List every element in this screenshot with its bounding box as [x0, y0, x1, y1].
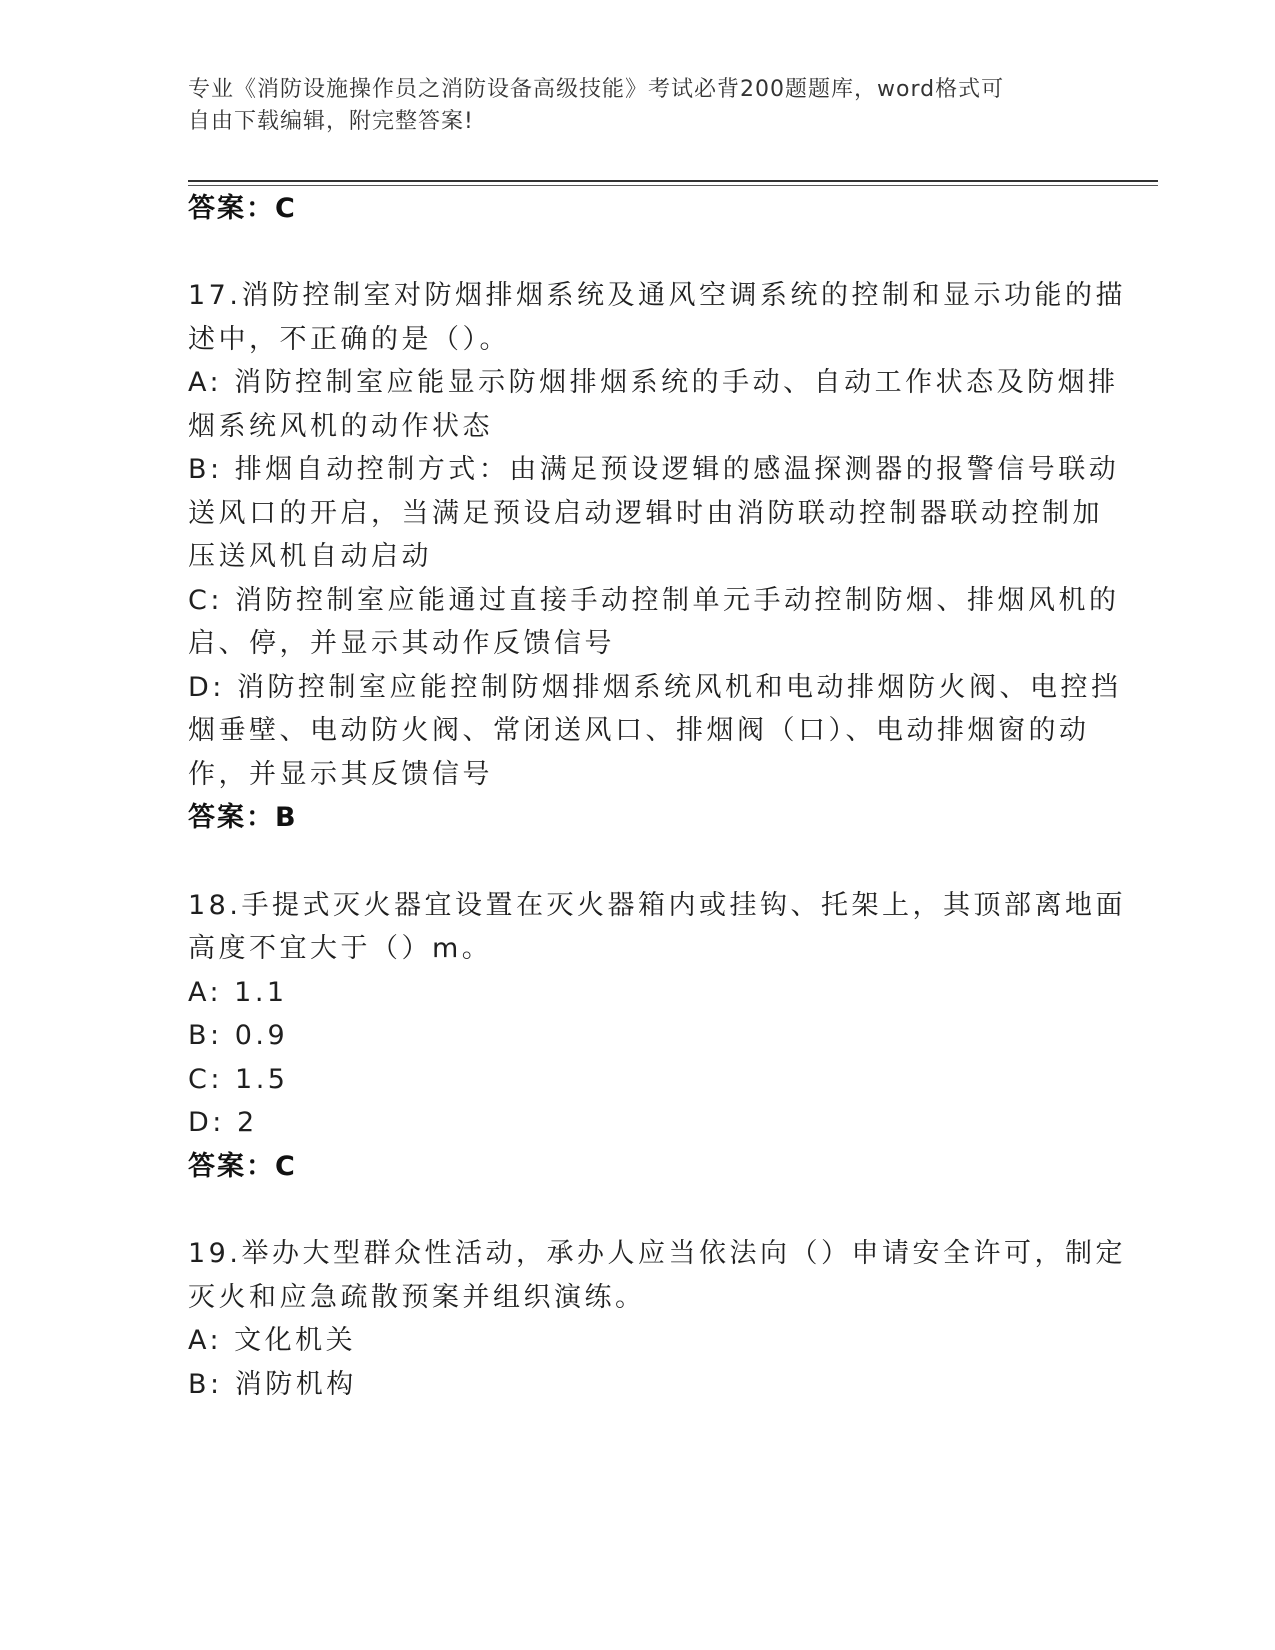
question-18-answer: 答案：C — [188, 1151, 297, 1182]
answer-16: 答案：C — [188, 193, 297, 224]
header-divider-thick — [188, 180, 1158, 182]
document-header — [188, 74, 1088, 138]
question-19-stem-line: 19.举办大型群众性活动，承办人应当依法向（）申请安全许可，制定 — [188, 1238, 1126, 1269]
question-17-answer: 答案：B — [188, 802, 298, 833]
question-19-option-a: A: 文化机关 — [188, 1325, 357, 1356]
question-17-stem-line: 述中，不正确的是（）。 — [188, 324, 510, 355]
question-18-stem-line: 高度不宜大于（）m。 — [188, 933, 493, 964]
question-18-option-a: A: 1.1 — [188, 977, 288, 1008]
question-17-option-a: A: 消防控制室应能显示防烟排烟系统的手动、自动工作状态及防烟排 — [188, 367, 1119, 398]
question-17-option-d: 烟垂壁、电动防火阀、常闭送风口、排烟阀（口）、电动排烟窗的动 — [188, 715, 1090, 746]
question-17-option-b: 送风口的开启，当满足预设启动逻辑时由消防联动控制器联动控制加 — [188, 498, 1103, 529]
question-18-stem-line: 18.手提式灭火器宜设置在灭火器箱内或挂钩、托架上，其顶部离地面 — [188, 890, 1126, 921]
question-18-option-d: D: 2 — [188, 1107, 258, 1138]
header-line-1: 专业《消防设施操作员之消防设备高级技能》考试必背200题题库，word格式可 — [188, 77, 1005, 102]
header-line-2: 自由下载编辑，附完整答案! — [188, 109, 474, 134]
question-17-option-d: D: 消防控制室应能控制防烟排烟系统风机和电动排烟防火阀、电控挡 — [188, 672, 1122, 703]
question-17-option-d: 作，并显示其反馈信号 — [188, 759, 493, 790]
question-19-option-b: B: 消防机构 — [188, 1369, 357, 1400]
question-18-option-c: C: 1.5 — [188, 1064, 289, 1095]
question-18-option-b: B: 0.9 — [188, 1020, 289, 1051]
question-17-option-c: C: 消防控制室应能通过直接手动控制单元手动控制防烟、排烟风机的 — [188, 585, 1120, 616]
question-17-option-b: 压送风机自动启动 — [188, 541, 432, 572]
question-17-option-c: 启、停，并显示其动作反馈信号 — [188, 628, 615, 659]
question-17-stem-line: 17.消防控制室对防烟排烟系统及通风空调系统的控制和显示功能的描 — [188, 280, 1126, 311]
header-divider-thin — [188, 185, 1158, 186]
question-19-stem-line: 灭火和应急疏散预案并组织演练。 — [188, 1282, 646, 1313]
question-17-option-a: 烟系统风机的动作状态 — [188, 411, 493, 442]
question-17-option-b: B: 排烟自动控制方式：由满足预设逻辑的感温探测器的报警信号联动 — [188, 454, 1120, 485]
